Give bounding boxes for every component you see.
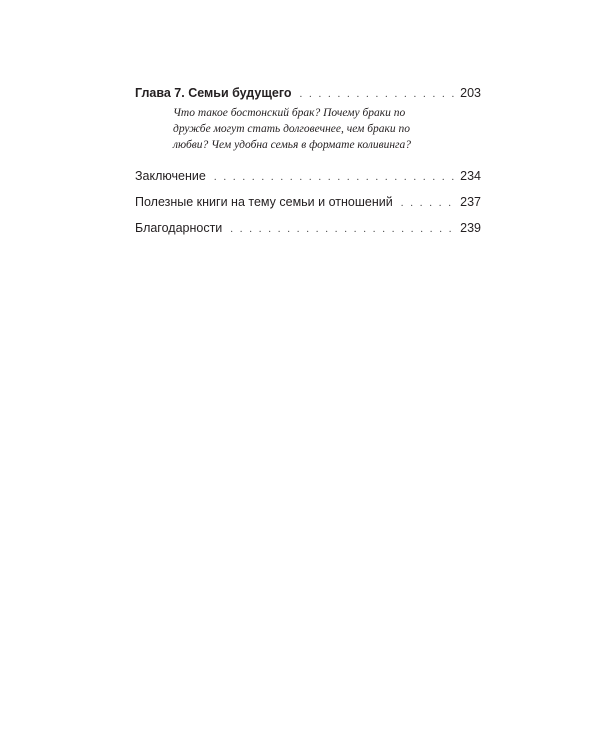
toc-entry-chapter-7[interactable] — [135, 84, 481, 103]
chapter-title: Глава 7. Семьи будущего — [135, 86, 292, 100]
toc-entry-acknowledgements[interactable] — [135, 219, 481, 238]
page-number: 203 — [460, 86, 481, 100]
page-number: 237 — [460, 195, 481, 209]
description-line: любви? Чем удобна семья в формате коливинга? — [173, 139, 412, 151]
page-number: 234 — [460, 169, 481, 183]
description-line: Что такое бостонский брак? Почему браки по — [173, 107, 406, 119]
dot-leader — [300, 85, 459, 103]
toc-entry-useful-books[interactable] — [135, 193, 481, 212]
entry-title: Благодарности — [135, 221, 223, 235]
dot-leader — [401, 194, 458, 212]
table-of-contents — [135, 84, 481, 245]
toc-back-matter — [135, 167, 481, 238]
description-line: дружбе могут стать долговечнее, чем браки по — [173, 123, 411, 135]
entry-title: Полезные книги на тему семьи и отношений — [135, 195, 393, 209]
chapter-description — [173, 105, 433, 153]
page-number: 239 — [460, 221, 481, 235]
entry-title: Заключение — [135, 169, 206, 183]
dot-leader — [214, 168, 458, 186]
dot-leader — [230, 220, 458, 238]
toc-entry-conclusion[interactable] — [135, 167, 481, 186]
